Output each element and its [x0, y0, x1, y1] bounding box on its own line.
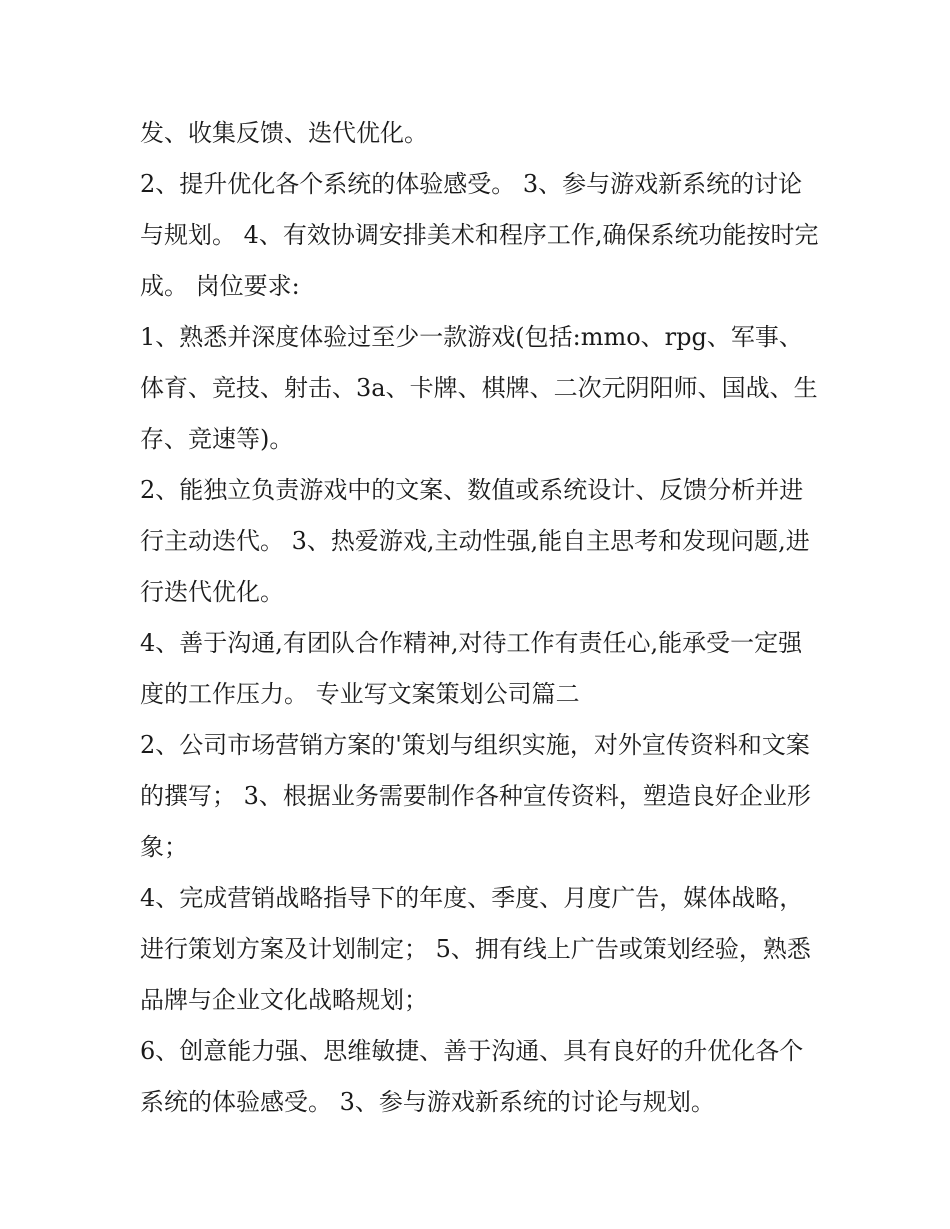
paragraph-4: 2、能独立负责游戏中的文案、数值或系统设计、反馈分析并进行主动迭代。 3、热爱游戏,主动性强,能自主思考和发现问题,进行迭代优化。	[140, 476, 810, 606]
paragraph-5: 4、善于沟通,有团队合作精神,对待工作有责任心,能承受一定强度的工作压力。 专业写文案策划公司篇二	[140, 629, 803, 708]
paragraph-7: 4、完成营销战略指导下的年度、季度、月度广告，媒体战略，进行策划方案及计划制定； 5、拥有线上广告或策划经验，熟悉品牌与企业文化战略规划；	[140, 884, 811, 1014]
paragraph-8: 6、创意能力强、思维敏捷、善于沟通、具有良好的升优化各个系统的体验感受。 3、参与游戏新系统的讨论与规划。	[140, 1037, 804, 1116]
paragraph-1: 发、收集反馈、迭代优化。	[140, 119, 428, 147]
document-body	[140, 108, 820, 1128]
paragraph-2: 2、提升优化各个系统的体验感受。 3、参与游戏新系统的讨论与规划。 4、有效协调安排美术和程序工作,确保系统功能按时完成。 岗位要求:	[140, 170, 819, 300]
paragraph-6: 2、公司市场营销方案的'策划与组织实施，对外宣传资料和文案的撰写； 3、根据业务需要制作各种宣传资料，塑造良好企业形象；	[140, 731, 811, 861]
paragraph-3: 1、熟悉并深度体验过至少一款游戏(包括:mmo、rpg、军事、体育、竞技、射击、3a、卡牌、棋牌、二次元阴阳师、国战、生存、竞速等)。	[140, 323, 818, 453]
